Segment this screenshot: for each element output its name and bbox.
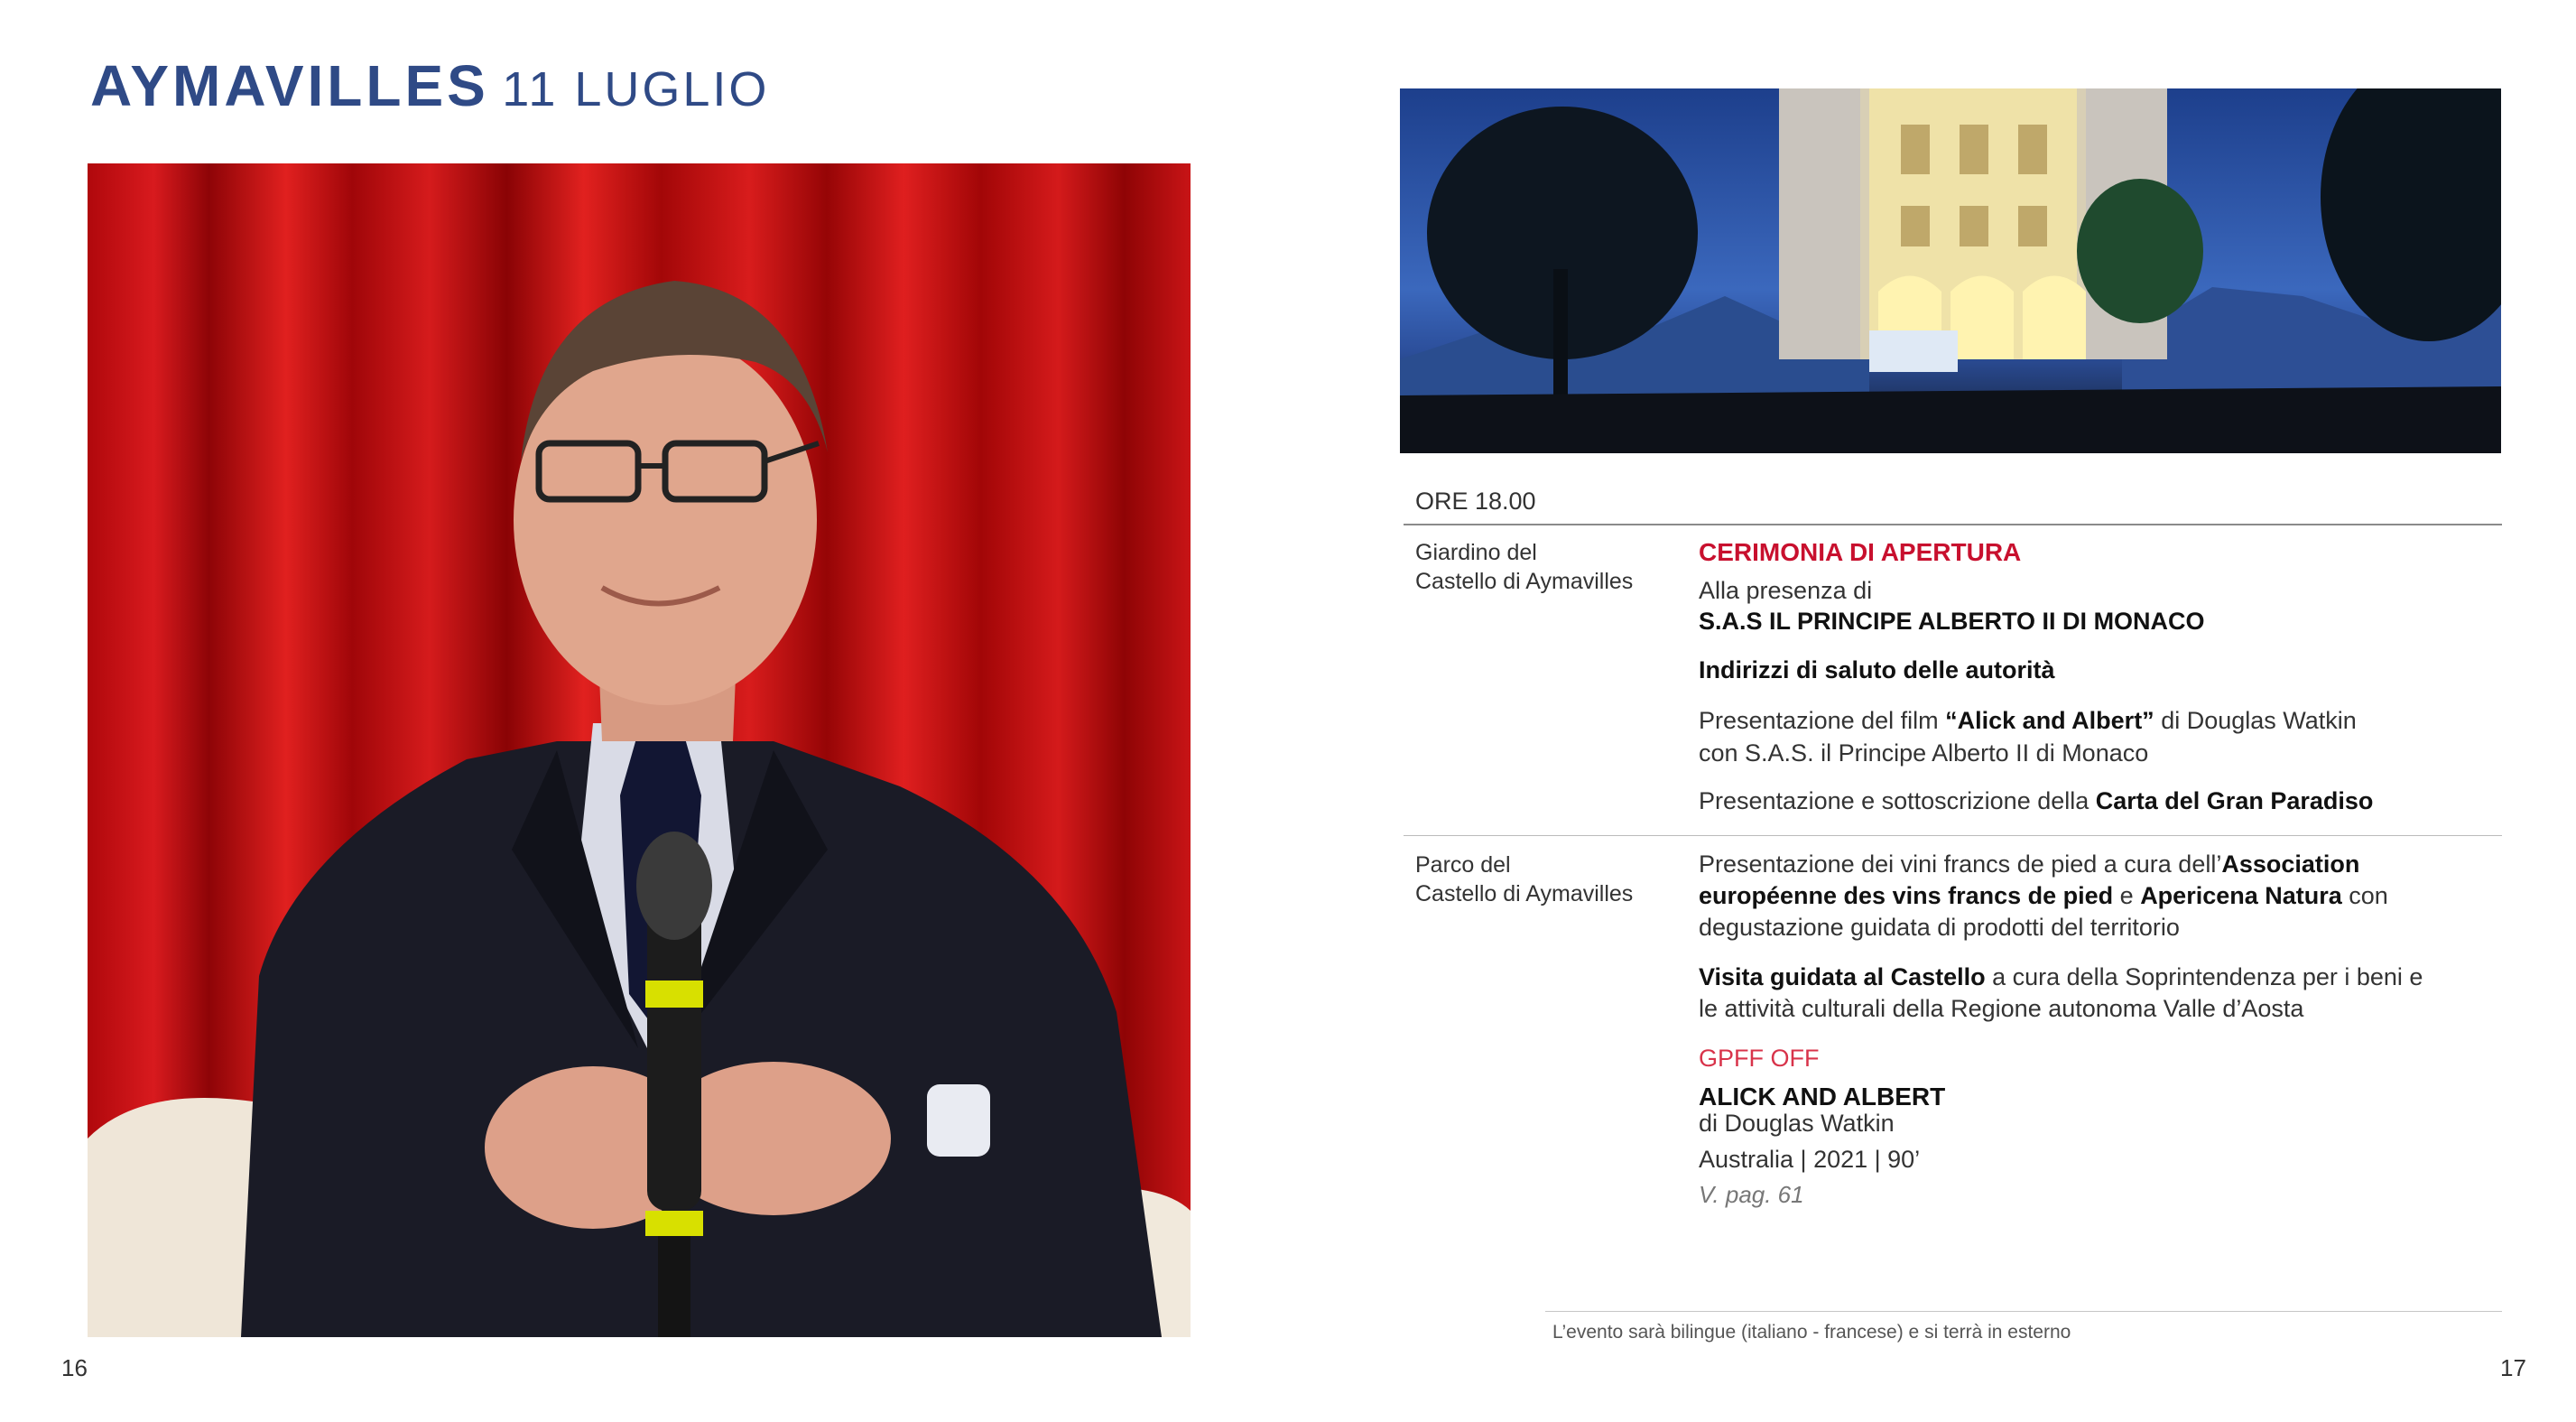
event-time: ORE 18.00	[1415, 488, 1536, 515]
film-pres-post: di Douglas Watkin	[2154, 707, 2357, 734]
wine-apericena: Apericena Natura	[2140, 882, 2342, 909]
castle-photo	[1400, 88, 2501, 453]
wine-mid: e	[2113, 882, 2141, 909]
film-entry	[1699, 1083, 2502, 1211]
page-number-right: 17	[2500, 1354, 2526, 1381]
film-page-reference: V. pag. 61	[1699, 1181, 1804, 1208]
venue-giardino: Giardino del Castello di Aymavilles	[1415, 540, 1634, 594]
film-presentation	[1699, 704, 2502, 769]
presence-name: S.A.S IL PRINCIPE ALBERTO II DI MONACO	[1699, 608, 2205, 635]
presence-intro: Alla presenza di	[1699, 577, 1873, 604]
block-divider	[1404, 835, 2502, 836]
wine-pre: Presentazione dei vini francs de pied a cura dell’	[1699, 850, 2222, 878]
film-info: Australia | 2021 | 90’	[1699, 1146, 1921, 1173]
visit-line2: le attività culturali della Regione autonoma Valle d’Aosta	[1699, 995, 2304, 1022]
castle-visit	[1699, 962, 2502, 1025]
ceremony-title: CERIMONIA DI APERTURA	[1699, 538, 2022, 566]
off-heading: GPFF OFF	[1699, 1045, 1820, 1072]
portrait-photo	[88, 163, 1191, 1337]
page-title	[90, 52, 769, 119]
film-pres-pre: Presentazione del film	[1699, 707, 1946, 734]
film-title: ALICK AND ALBERT	[1699, 1083, 1946, 1111]
footnote: L’evento sarà bilingue (italiano - francese) e si terrà in esterno	[1552, 1322, 2071, 1343]
block2-content	[1699, 849, 2502, 1211]
title-place: AYMAVILLES	[90, 53, 489, 118]
film-pres-title: “Alick and Albert”	[1945, 707, 2154, 734]
page-number-left: 16	[61, 1354, 88, 1381]
time-divider	[1404, 524, 2502, 525]
charter-pre: Presentazione e sottoscrizione della	[1699, 787, 2096, 814]
presence-text	[1699, 575, 2502, 637]
block1-content	[1699, 536, 2502, 817]
visit-title: Visita guidata al Castello	[1699, 963, 1986, 990]
charter-presentation	[1699, 785, 2502, 817]
visit-line1: a cura della Soprintendenza per i beni e	[1985, 963, 2423, 990]
greetings: Indirizzi di saluto delle autorità	[1699, 656, 2055, 683]
wine-association: Association européenne des vins francs de pied	[1699, 850, 2360, 909]
title-date: 11 LUGLIO	[502, 62, 770, 116]
wine-post: con degustazione guidata di prodotti del territorio	[1699, 882, 2388, 941]
wine-presentation	[1699, 849, 2502, 943]
film-pres-line2: con S.A.S. il Principe Alberto II di Monaco	[1699, 739, 2149, 767]
footnote-divider	[1545, 1311, 2502, 1312]
charter-name: Carta del Gran Paradiso	[2095, 787, 2374, 814]
venue-parco: Parco del Castello di Aymavilles	[1415, 852, 1634, 906]
film-director: di Douglas Watkin	[1699, 1110, 1895, 1137]
